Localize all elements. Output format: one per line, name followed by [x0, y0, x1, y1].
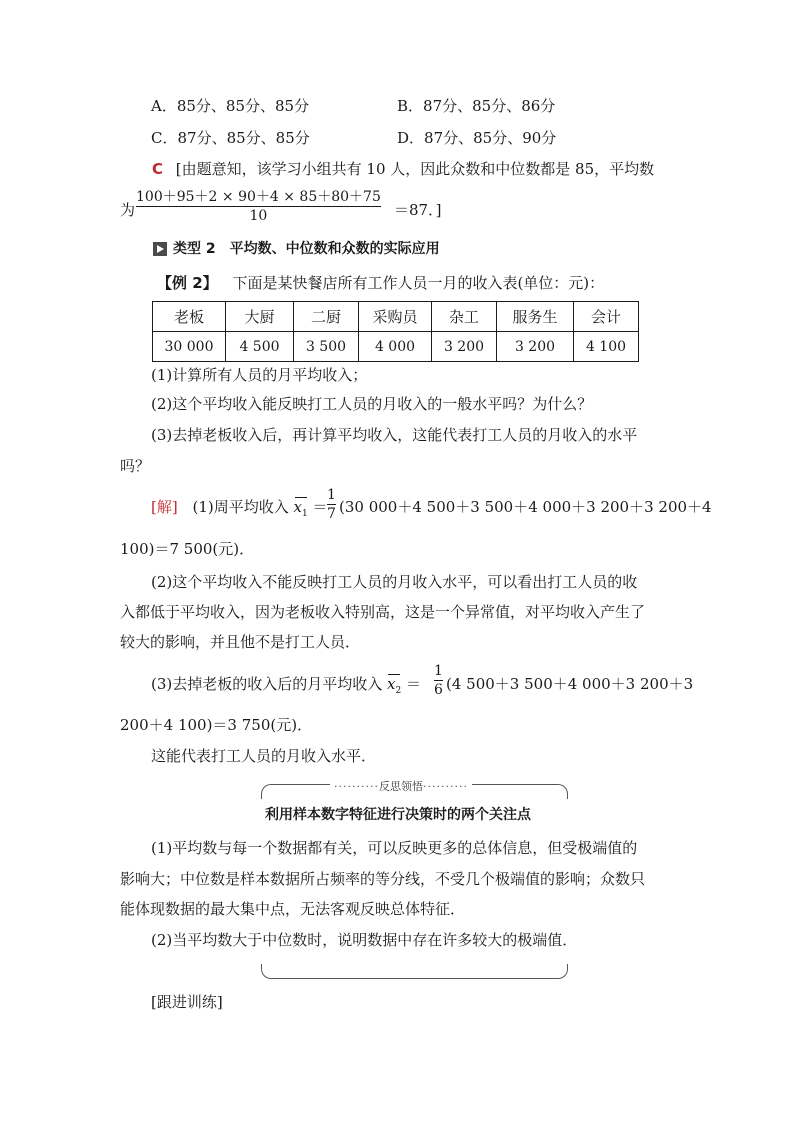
table-value-cell: 3 500 — [294, 332, 359, 362]
table-value-cell: 4 100 — [574, 332, 639, 362]
example-intro: 下面是某快餐店所有工作人员一月的收入表(单位：元)： — [232, 274, 605, 292]
fraction-2-numerator: 1 — [434, 663, 443, 679]
answer-line — [152, 162, 654, 177]
solution-2-line-3: 较大的影响，并且他不是打工人员． — [120, 633, 361, 651]
table-header-row — [153, 302, 639, 332]
fraction-numerator: 100＋95＋2 × 90＋4 × 85＋80＋75 — [136, 189, 381, 205]
solution-1-line-1 — [151, 500, 328, 519]
play-icon — [153, 242, 167, 256]
reflection-p1-line-2: 影响大；中位数是样本数据所占频率的等分线，不受几个极端值的影响；众数只 — [120, 870, 646, 888]
solution-label: [解] — [151, 498, 178, 516]
table-header-cell: 服务生 — [497, 302, 574, 332]
table-header-cell: 会计 — [574, 302, 639, 332]
answer-suffix: ＝87．] — [394, 201, 442, 219]
solution-2-line-2: 入都低于平均收入，因为老板收入特别高，这是一个异常值，对平均收入产生了 — [120, 603, 646, 621]
reflection-dots-right: ·········· — [422, 780, 468, 793]
fraction-1-bar — [327, 504, 336, 505]
reflection-p1-line-3: 能体现数据的最大集中点，无法客观反映总体特征． — [120, 900, 466, 918]
solution-1-line-2: 100)＝7 500(元)． — [120, 540, 255, 558]
fraction-bar — [136, 206, 381, 207]
question-3-line-2: 吗？ — [120, 457, 151, 475]
fraction-denominator: 10 — [249, 208, 268, 224]
table-value-cell: 4 000 — [359, 332, 432, 362]
answer-prefix: 为 — [120, 201, 136, 219]
reflection-heading: 利用样本数字特征进行决策时的两个关注点 — [265, 807, 531, 823]
mean-var-2: x — [387, 675, 396, 693]
equals-2: ＝ — [406, 675, 422, 693]
reflection-p2: (2)当平均数大于中位数时，说明数据中存在许多较大的极端值． — [151, 931, 578, 949]
mean-symbol-1 — [294, 500, 308, 519]
followup-label: [跟进训练] — [151, 993, 223, 1011]
table-header-cell: 二厨 — [294, 302, 359, 332]
reflection-dots-left: ·········· — [334, 780, 379, 793]
equals-1: ＝ — [312, 498, 328, 516]
reflection-box-bottom — [261, 964, 568, 979]
fraction-1-numerator: 1 — [327, 487, 336, 503]
mean-var-1: x — [293, 498, 302, 516]
table-header-cell: 老板 — [153, 302, 226, 332]
section-title: 类型 2 平均数、中位数和众数的实际应用 — [173, 241, 440, 257]
table-value-cell: 30 000 — [153, 332, 226, 362]
solution-2-line-1: (2)这个平均收入不能反映打工人员的月收入水平，可以看出打工人员的收 — [151, 573, 638, 591]
reflection-tag-text: 反思领悟 — [378, 780, 423, 793]
table-value-cell: 3 200 — [432, 332, 497, 362]
solution-3-line-2: 200＋4 100)＝3 750(元)． — [120, 716, 313, 734]
income-table — [152, 301, 639, 362]
answer-fraction — [136, 190, 381, 223]
fraction-1-denominator: 7 — [327, 506, 336, 522]
table-header-cell: 采购员 — [359, 302, 432, 332]
question-2: (2)这个平均收入能反映打工人员的月收入的一般水平吗？为什么？ — [151, 395, 593, 413]
solution-3-start: (3)去掉老板的收入后的月平均收入 — [151, 675, 383, 693]
solution-1-start: (1)周平均收入 — [192, 498, 289, 516]
answer-letter: C — [152, 160, 164, 178]
solution-3-line-1 — [151, 677, 421, 696]
solution-1-rest: (30 000＋4 500＋3 500＋4 000＋3 200＋3 200＋4 — [339, 498, 712, 516]
reflection-p1-line-1: (1)平均数与每一个数据都有关，可以反映更多的总体信息，但受极端值的 — [151, 839, 638, 857]
example-line — [157, 276, 604, 291]
fraction-2-bar — [434, 680, 443, 681]
table-value-cell: 3 200 — [497, 332, 574, 362]
reflection-tag — [330, 778, 472, 794]
mean-sub-2: 2 — [395, 686, 402, 696]
answer-text: [由题意知，该学习小组共有 10 人，因此众数和中位数都是 85，平均数 — [175, 160, 655, 178]
fraction-1-7 — [327, 488, 336, 521]
table-value-row — [153, 332, 639, 362]
example-label: 【例 2】 — [157, 274, 218, 292]
option-d: D．87分、85分、90分 — [397, 129, 557, 147]
question-1: (1)计算所有人员的月平均收入； — [151, 366, 368, 384]
table-header-cell: 大厨 — [226, 302, 294, 332]
option-c: C．87分、85分、85分 — [151, 129, 310, 147]
table-header-cell: 杂工 — [432, 302, 497, 332]
option-b: B．87分、85分、86分 — [397, 97, 556, 115]
option-a: A．85分、85分、85分 — [151, 97, 310, 115]
mean-sub-1: 1 — [302, 509, 308, 519]
solution-3-line-3: 这能代表打工人员的月收入水平． — [151, 747, 377, 765]
question-3-line-1: (3)去掉老板收入后，再计算平均收入，这能代表打工人员的月收入的水平 — [151, 426, 638, 444]
solution-3-rest: (4 500＋3 500＋4 000＋3 200＋3 — [446, 675, 694, 693]
fraction-1-6 — [434, 664, 443, 697]
fraction-2-denominator: 6 — [434, 682, 443, 698]
mean-symbol-2 — [387, 677, 401, 696]
table-value-cell: 4 500 — [226, 332, 294, 362]
